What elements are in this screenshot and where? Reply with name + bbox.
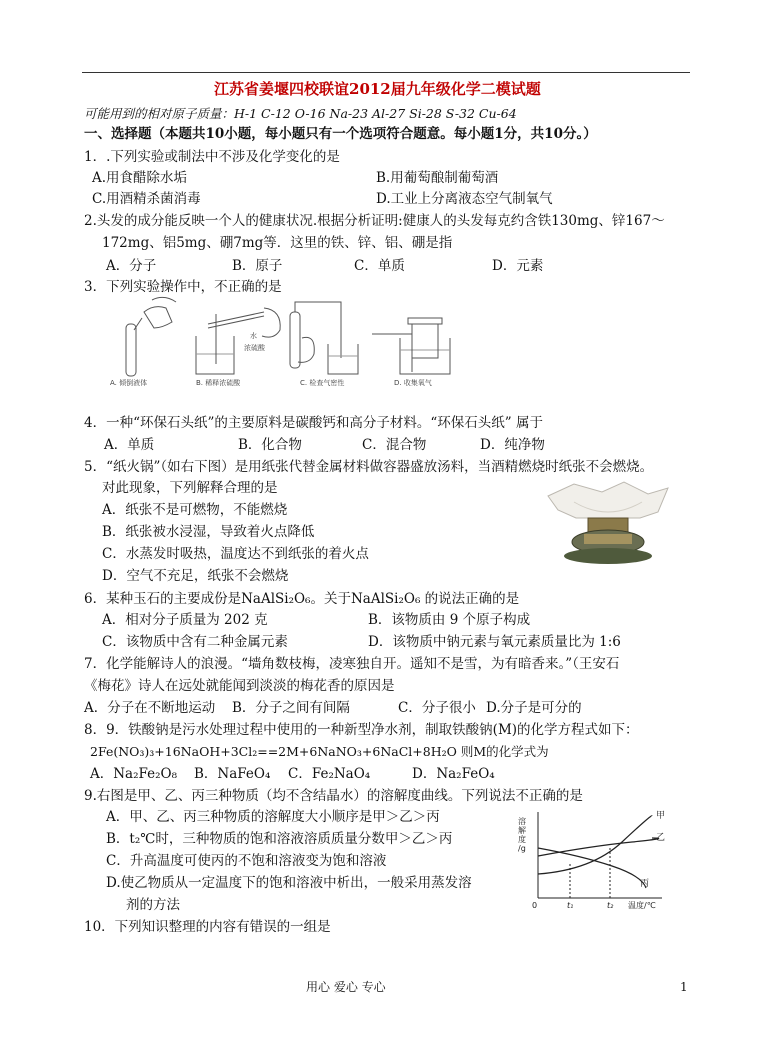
q2-stem-line1: 2.头发的成分能反映一个人的健康状况.根据分析证明:健康人的头发每克约含铁130mg、锌167～ — [84, 213, 665, 229]
graph-t2: t₂ — [607, 901, 614, 910]
q6-option-c: C．该物质中含有二种金属元素 — [102, 634, 288, 650]
q1-stem: 1．.下列实验或制法中不涉及化学变化的是 — [84, 149, 340, 165]
q9-option-d-line2: 剂的方法 — [126, 897, 180, 913]
q7-stem-line2: 《梅花》诗人在远处就能闻到淡淡的梅花香的原因是 — [84, 678, 395, 694]
curve-jia — [538, 816, 652, 874]
q4-option-d: D．纯净物 — [480, 437, 545, 453]
q8-equation: 2Fe(NO₃)₃+16NaOH+3Cl₂==2M+6NaNO₃+6NaCl+8H₂O 则M的化学式为 — [90, 744, 549, 759]
q1-option-a: A.用食醋除水垢 — [92, 170, 188, 186]
page-number: 1 — [680, 980, 688, 994]
q5-option-d: D．空气不充足，纸张不会燃烧 — [102, 568, 289, 584]
q6-stem: 6．某种玉石的主要成份是NaAlSi₂O₆。关于NaAlSi₂O₆ 的说法正确的是 — [84, 591, 520, 607]
caption-b: B. 稀释浓硫酸 — [196, 379, 241, 387]
q5-stem-line2: 对此现象，下列解释合理的是 — [102, 480, 278, 496]
q9-option-a: A．甲、乙、丙三种物质的溶解度大小顺序是甲＞乙＞丙 — [106, 809, 440, 825]
curve-bing — [538, 848, 646, 888]
graph-ylabel: 溶解度/g — [518, 817, 526, 853]
q6-option-d: D．该物质中钠元素与氧元素质量比为 1:6 — [368, 634, 621, 650]
paper-title: 江苏省姜堰四校联谊2012届九年级化学二模试题 — [214, 80, 541, 98]
q1-option-c: C.用酒精杀菌消毒 — [92, 191, 201, 207]
q9-stem: 9.右图是甲、乙、丙三种物质（均不含结晶水）的溶解度曲线。下列说法不正确的是 — [84, 788, 583, 804]
q4-stem: 4．一种“环保石头纸”的主要原料是碳酸钙和高分子材料。“环保石头纸” 属于 — [84, 415, 543, 431]
q4-option-c: C．混合物 — [362, 437, 427, 453]
q7-option-d: D.分子是可分的 — [486, 700, 582, 716]
q8-stem: 8．9．铁酸钠是污水处理过程中使用的一种新型净水剂，制取铁酸钠(M)的化学方程式如下： — [84, 722, 639, 738]
q8-option-b: B．NaFeO₄ — [194, 766, 271, 782]
q7-stem-line1: 7．化学能解诗人的浪漫。“墙角数枝梅，凌寒独自开。遥知不是雪，为有暗香来。”（王安石 — [84, 656, 620, 672]
q7-option-a: A．分子在不断地运动 — [84, 700, 216, 716]
atomic-masses: 可能用到的相对原子质量：H-1 C-12 O-16 Na-23 Al-27 Si-28 S-32 Cu-64 — [84, 106, 517, 121]
q6-option-a: A．相对分子质量为 202 克 — [102, 612, 268, 628]
solubility-graph — [512, 808, 682, 916]
figure-a-pouring — [126, 297, 176, 376]
label-acid: 浓硫酸 — [244, 344, 265, 352]
label-jia: 甲 — [656, 811, 666, 821]
caption-a: A. 倾倒液体 — [110, 379, 148, 387]
graph-xlabel: 温度/℃ — [628, 901, 656, 910]
footer-motto: 用心 爱心 专心 — [306, 980, 386, 994]
q5-stem-line1: 5．“纸火锅”（如右下图）是用纸张代替金属材料做容器盛放汤料，当酒精燃烧时纸张不会燃烧。 — [84, 459, 654, 475]
q2-option-d: D．元素 — [492, 258, 544, 274]
q8-option-d: D．Na₂FeO₄ — [412, 766, 495, 782]
q8-option-a: A．Na₂Fe₂O₈ — [90, 766, 178, 782]
q7-option-c: C．分子很小 — [398, 700, 476, 716]
label-yi: 乙 — [656, 833, 666, 843]
graph-origin: 0 — [532, 901, 538, 910]
caption-c: C. 检查气密性 — [300, 379, 345, 387]
paper-hotpot-photo — [544, 478, 672, 566]
figure-b-dilution — [196, 308, 280, 374]
burner-stand — [564, 518, 652, 564]
top-rule — [82, 72, 690, 73]
q5-option-c: C．水蒸发时吸热，温度达不到纸张的着火点 — [102, 546, 369, 562]
graph-t1: t₁ — [567, 901, 574, 910]
q5-option-b: B．纸张被水浸湿，导致着火点降低 — [102, 524, 315, 540]
section-heading: 一、选择题（本题共10小题，每小题只有一个选项符合题意。每小题1分，共10分。） — [84, 126, 597, 142]
q2-option-b: B．原子 — [232, 258, 283, 274]
q2-option-c: C．单质 — [354, 258, 405, 274]
label-bing: 丙 — [640, 879, 650, 889]
paper-bowl — [548, 482, 668, 518]
q2-stem-line2: 172mg、铝5mg、硼7mg等．这里的铁、锌、铝、硼是指 — [102, 235, 453, 251]
caption-d: D. 收集氧气 — [394, 379, 432, 387]
curve-yi — [538, 838, 659, 856]
q8-option-c: C．Fe₂NaO₄ — [288, 766, 371, 782]
q9-option-c: C．升高温度可使丙的不饱和溶液变为饱和溶液 — [106, 853, 387, 869]
figure-c-airtightness — [290, 302, 358, 374]
q6-option-b: B．该物质由 9 个原子构成 — [368, 612, 531, 628]
q4-option-a: A．单质 — [104, 437, 155, 453]
q7-option-b: B．分子之间有间隔 — [232, 700, 350, 716]
q2-option-a: A．分子 — [106, 258, 157, 274]
q4-option-b: B．化合物 — [238, 437, 302, 453]
q1-option-d: D.工业上分离液态空气制氧气 — [376, 191, 553, 207]
q1-option-b: B.用葡萄酿制葡萄酒 — [376, 170, 499, 186]
q9-option-d-line1: D.使乙物质从一定温度下的饱和溶液中析出，一般采用蒸发溶 — [106, 875, 472, 891]
figure-d-collect-oxygen — [372, 318, 450, 374]
q5-option-a: A．纸张不是可燃物，不能燃烧 — [102, 502, 288, 518]
q3-stem: 3．下列实验操作中，不正确的是 — [84, 279, 282, 295]
q10-stem: 10．下列知识整理的内容有错误的一组是 — [84, 919, 331, 935]
q9-option-b: B．t₂℃时，三种物质的饱和溶液溶质质量分数甲＞乙＞丙 — [106, 831, 453, 847]
label-water: 水 — [250, 332, 257, 340]
